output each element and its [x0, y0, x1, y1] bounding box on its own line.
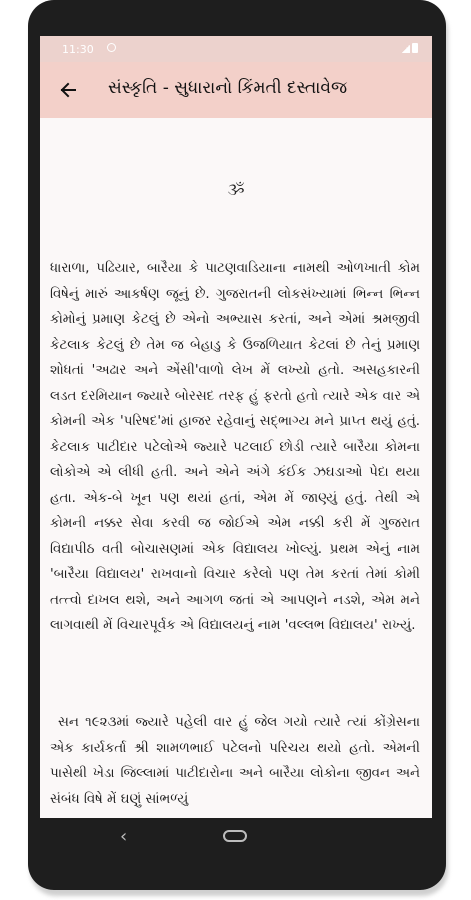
notification-icon — [107, 43, 116, 52]
status-time: 11:30 — [62, 43, 94, 56]
signal-icon — [402, 44, 410, 53]
system-nav-bar — [40, 818, 432, 856]
om-symbol: ૐ — [227, 180, 245, 199]
article-paragraph: સન ૧૯૨૩માં જ્યારે પહેલી વાર હું જેલ ગયો ત્યારે ત્યાં કોંગ્રેસના એક કાર્યકર્તા શ્રી શામળભાઈ પટેલનો પરિચય થયો હતો. એમની પાસેથી ખેડા જિલ્લામાં પાટીદારોના અને બારૈયા લોકોના જીવન અને સંબંધ વિષે મેં ઘણું સાંભળ્યું — [50, 715, 420, 807]
app-screen — [40, 36, 432, 856]
article-content[interactable] — [40, 118, 432, 818]
nav-back-icon[interactable]: ‹ — [120, 826, 128, 847]
nav-home-pill[interactable] — [223, 830, 247, 842]
status-icons — [402, 43, 418, 53]
page-title: સંસ્કૃતિ - સુધારાનો કિંમતી દસ્તાવેજ — [108, 78, 348, 98]
app-bar — [40, 62, 432, 118]
article-paragraph: ધારાળા, પઢિયાર, બારૈયા કે પાટણવાડિયાના નામથી ઓળખાતી કોમ વિષેનું મારું આકર્ષણ જૂનું છે. ગુજરાતની લોકસંખ્યામાં ભિન્ન ભિન્ન કોમોનું પ્રમાણ કેટલું છે એનો અભ્યાસ કરતાં, અને એમાં શ્રમજીવી કેટલાક કેટલું છે તેમ જ બેહાડુ કે ઉજળિયાત કેટલાં છે તેનું પ્રમાણ શોધતાં 'અઢાર અને એંસી'વાળો લેખ મેં લખ્યો હતો. અસહકારની લડત દરમિયાન જ્યારે બોરસદ તરફ હું ફરતો હતો ત્યારે એક વાર એ કોમની એક 'પરિષદ'માં હાજર રહેવાનું સદ્ભાગ્ય મને પ્રાપ્ત થયું હતું. કેટલાક પાટીદાર પટેલોએ જ્યારે પટલાઈ છોડી ત્યારે બારૈયા કોમના લોકોએ એ લીધી હતી. અને એને અંગે કંઈક ઝઘડાઓ પેદા થયા હતા. એક-બે ખૂન પણ થયાં હતાં, એમ મેં જાણ્યું હતું. તેથી એ કોમની નક્કર સેવા કરવી જ જોઈએ એમ નક્કી કરી મેં ગુજરાત વિદ્યાપીઠ વતી બોચાસણમાં એક વિદ્યાલય ખોલ્યું. પ્રથમ એનું નામ 'બારૈયા વિદ્યાલય' રાખવાનો વિચાર કરેલો પણ તેમ કરતાં તેમાં કોમી તત્ત્વો દાખલ થશે, અને આગળ જતાં એ આપણને નડશે, એમ મને લાગવાથી મેં વિચારપૂર્વક એ વિદ્યાલયનું નામ 'વલ્લભ વિદ્યાલય' રાખ્યું. — [50, 261, 420, 633]
arrow-left-icon — [58, 80, 78, 100]
status-bar — [40, 36, 432, 62]
back-button[interactable] — [54, 76, 82, 104]
battery-icon — [412, 43, 418, 53]
